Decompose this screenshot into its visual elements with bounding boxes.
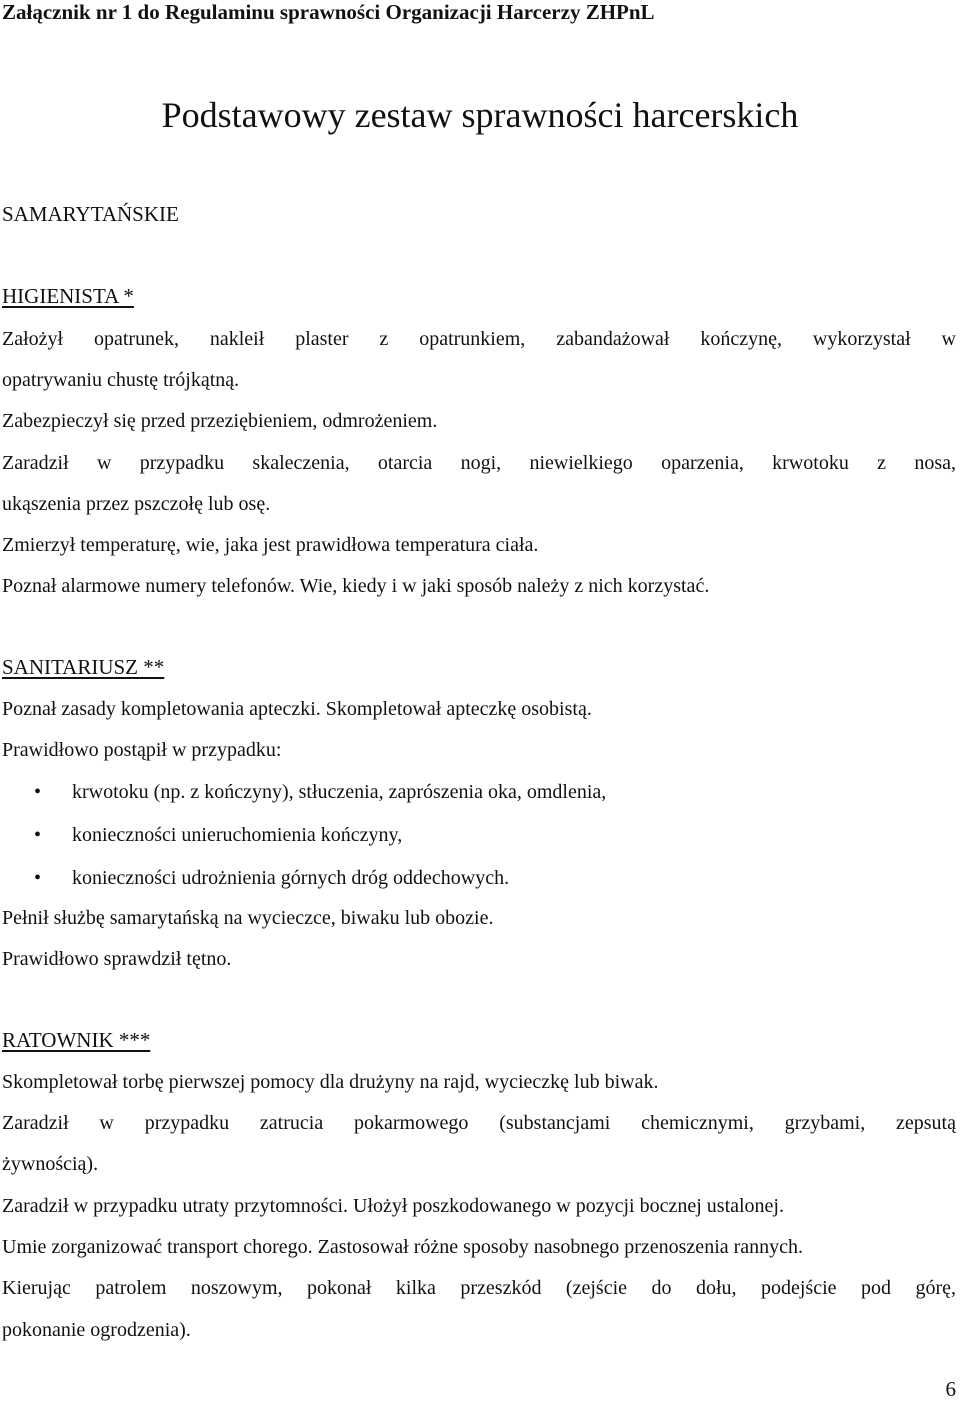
higienista-line: ukąszenia przez pszczołę lub osę. (2, 493, 271, 515)
higienista-line: Poznał alarmowe numery telefonów. Wie, kiedy i w jaki sposób należy z nich korzystać. (2, 575, 710, 597)
page-number: 6 (945, 1377, 956, 1401)
bullet-icon: • (34, 824, 42, 846)
ratownik-heading: RATOWNIK *** (2, 1028, 151, 1052)
sanitariusz-line: Prawidłowo postąpił w przypadku: (2, 739, 282, 761)
ratownik-line: Skompletował torbę pierwszej pomocy dla drużyny na rajd, wycieczkę lub biwak. (2, 1071, 659, 1093)
sanitariusz-bullet-item: krwotoku (np. z kończyny), stłuczenia, zaprószenia oka, omdlenia, (72, 781, 607, 803)
bullet-icon: • (34, 867, 42, 889)
higienista-line: opatrywaniu chustę trójkątną. (2, 369, 240, 391)
sanitariusz-line: Pełnił służbę samarytańską na wycieczce, biwaku lub obozie. (2, 907, 494, 929)
sanitariusz-heading: SANITARIUSZ ** (2, 655, 165, 679)
sanitariusz-line: Poznał zasady kompletowania apteczki. Skompletował apteczkę osobistą. (2, 698, 592, 720)
ratownik-line: żywnością). (2, 1153, 99, 1175)
ratownik-line: Zaradził w przypadku zatrucia pokarmowego (substancjami chemicznymi, grzybami, zepsutą (2, 1112, 956, 1134)
higienista-heading: HIGIENISTA * (2, 284, 134, 308)
higienista-line: Zaradził w przypadku skaleczenia, otarcia nogi, niewielkiego oparzenia, krwotoku z nosa, (2, 452, 956, 474)
bullet-icon: • (34, 781, 42, 803)
ratownik-line: Zaradził w przypadku utraty przytomności. Ułożył poszkodowanego w pozycji bocznej ustalonej. (2, 1195, 784, 1217)
higienista-line: Zmierzył temperaturę, wie, jaka jest prawidłowa temperatura ciała. (2, 534, 539, 556)
ratownik-line: pokonanie ogrodzenia). (2, 1319, 191, 1341)
higienista-line: Założył opatrunek, nakleił plaster z opatrunkiem, zabandażował kończynę, wykorzystał w (2, 328, 956, 350)
sanitariusz-line: Prawidłowo sprawdził tętno. (2, 948, 232, 970)
sanitariusz-bullet-item: konieczności unieruchomienia kończyny, (72, 824, 403, 846)
page-title: Podstawowy zestaw sprawności harcerskich (161, 95, 799, 135)
document-header: Załącznik nr 1 do Regulaminu sprawności Organizacji Harcerzy ZHPnL (2, 0, 655, 24)
category-heading: SAMARYTAŃSKIE (2, 202, 179, 226)
sanitariusz-bullet-item: konieczności udrożnienia górnych dróg oddechowych. (72, 867, 510, 889)
ratownik-line: Kierując patrolem noszowym, pokonał kilka przeszkód (zejście do dołu, podejście pod górę, (2, 1277, 956, 1299)
higienista-line: Zabezpieczył się przed przeziębieniem, odmrożeniem. (2, 410, 438, 432)
ratownik-line: Umie zorganizować transport chorego. Zastosował różne sposoby nasobnego przenoszenia rannych. (2, 1236, 804, 1258)
